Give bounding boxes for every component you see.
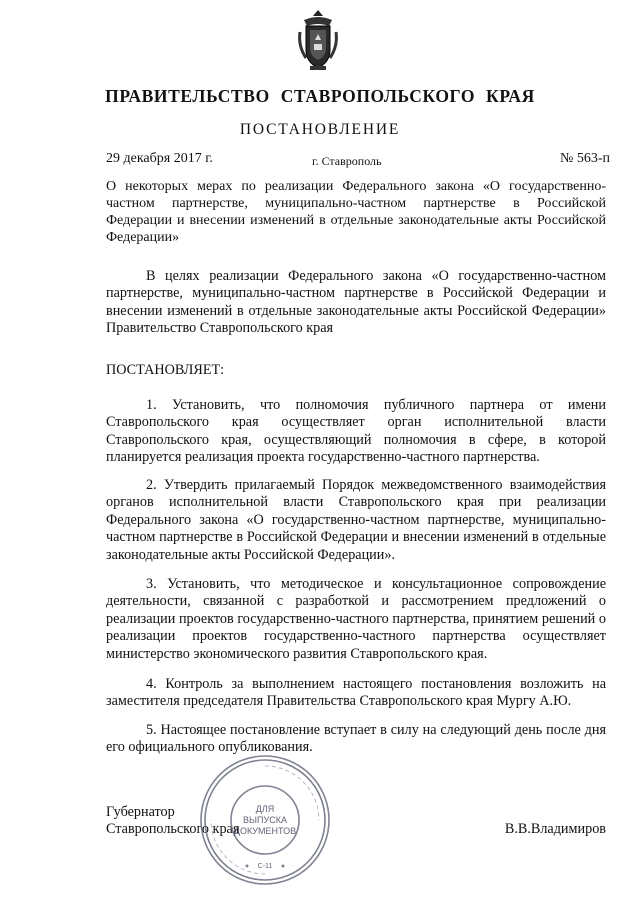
document-city: г. Ставрополь [312, 154, 382, 168]
resolve-heading: ПОСТАНОВЛЯЕТ: [106, 362, 225, 378]
document-type: ПОСТАНОВЛЕНИЕ [239, 121, 401, 138]
signatory-position-line-2: Ставропольского края [106, 821, 240, 837]
stamp-code: С-11 [257, 863, 273, 870]
coat-of-arms-icon [296, 8, 340, 72]
intro-paragraph: В целях реализации Федерального закона «О государственно-частном партнерстве, муниципально-частном партнерстве в Российской Федерации и внесении изменений в отдельные законодательные акты Российской Федерации» Правительство Ставропольского края [106, 268, 606, 337]
government-title: ПРАВИТЕЛЬСТВО СТАВРОПОЛЬСКОГО КРАЯ [105, 86, 535, 106]
paragraph-2: 2. Утвердить прилагаемый Порядок межведомственного взаимодействия органов исполнительной власти Ставропольского края при реализации Федерального закона «О государственно-частном партнерстве, муниципально-частном партнерстве в Российской Федерации и внесении изменений в отдельные законодательные акты Российской Федерации». [106, 477, 606, 563]
official-stamp-icon [197, 752, 333, 888]
stamp-line-3: ДОКУМЕНТОВ [233, 826, 297, 836]
paragraph-3: 3. Установить, что методическое и консультационное сопровождение деятельности, связанной с разработкой и рассмотрением предложений о реализации проектов государственно-частного партнерства, принятием решений о реализации проектов государственно-частного партнерства осуществляет министерство экономического развития Ставропольского края. [106, 576, 606, 662]
stamp-line-2: ВЫПУСКА [243, 815, 287, 825]
paragraph-5: 5. Настоящее постановление вступает в силу на следующий день после дня его официального опубликования. [106, 722, 606, 756]
document-subject: О некоторых мерах по реализации Федерального закона «О государственно-частном партнерстве, муниципально-частном партнерстве в Российской Федерации и внесении изменений в отдельные законодательные акты Российской Федерации» [106, 179, 606, 245]
document-number: № 563-п [559, 151, 610, 166]
document-date: 29 декабря 2017 г. [106, 151, 213, 166]
stamp-line-1: ДЛЯ [255, 804, 275, 814]
paragraph-1: 1. Установить, что полномочия публичного партнера от имени Ставропольского края осуществляет орган исполнительной власти Ставропольского края, осуществляющий полномочия в сфере, в которой планируется реализация проекта государственно-частного партнерства. [106, 397, 606, 466]
paragraph-4: 4. Контроль за выполнением настоящего постановления возложить на заместителя председателя Правительства Ставропольского края Мургу А.Ю. [106, 676, 606, 710]
signatory-name: В.В.Владимиров [504, 821, 606, 837]
signatory-position-line-1: Губернатор [106, 804, 175, 820]
